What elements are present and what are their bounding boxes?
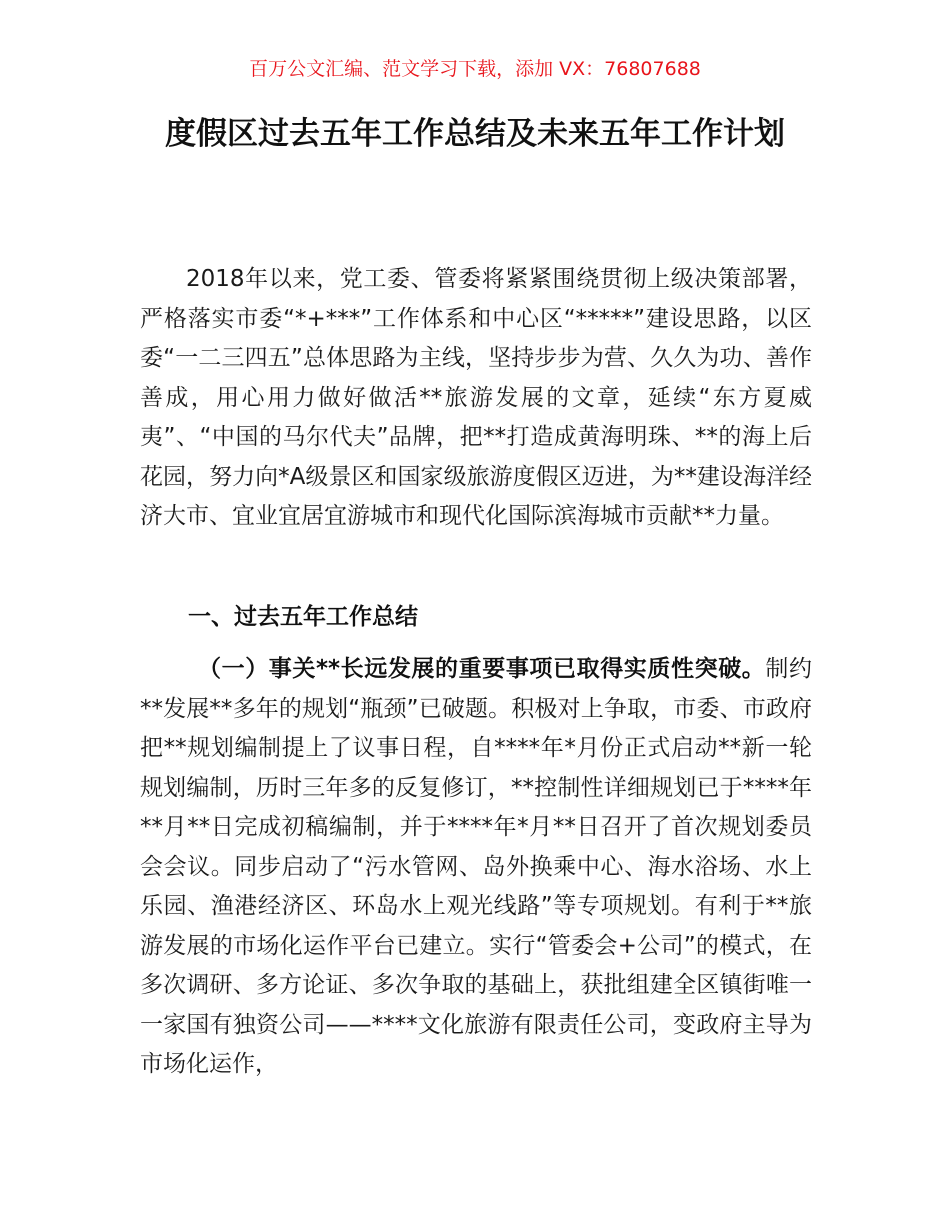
- section-heading: 一、过去五年工作总结: [188, 604, 418, 630]
- intro-paragraph: 2018年以来，党工委、管委将紧紧围绕贯彻上级决策部署，严格落实市委“*+***”工作体系和中心区“*****”建设思路，以区委“一二三四五”总体思路为主线，坚持步步为营、久久为功、善作善成，用心用力做好做活**旅游发展的文章，延续“东方夏威夷”、“中国的马尔代夫”品牌，把**打造成黄海明珠、**的海上后花园，努力向*A级景区和国家级旅游度假区迈进，为**建设海洋经济大市、宜业宜居宜游城市和现代化国际滨海城市贡献**力量。: [140, 266, 812, 529]
- document-title: 度假区过去五年工作总结及未来五年工作计划: [165, 116, 785, 152]
- subsection-heading: （一）事关**长远发展的重要事项已取得实质性突破。: [198, 656, 766, 682]
- subsection-body: 制约**发展**多年的规划“瓶颈”已破题。积极对上争取，市委、市政府把**规划编制提上了议事日程，自****年*月份正式启动**新一轮规划编制，历时三年多的反复修订，**控制性详细规划已于****年**月**日完成初稿编制，并于****年*月**日召开了首次规划委员会会议。同步启动了“污水管网、岛外换乘中心、海水浴场、水上乐园、渔港经济区、环岛水上观光线路”等专项规划。有利于**旅游发展的市场化运作平台已建立。实行“管委会+公司”的模式，在多次调研、多方论证、多次争取的基础上，获批组建全区镇街唯一一家国有独资公司——****文化旅游有限责任公司，变政府主导为市场化运作，: [140, 656, 813, 1077]
- header-contact-note: 百万公文汇编、范文学习下载，添加 VX：76807688: [249, 58, 701, 80]
- subsection-paragraph: [140, 650, 812, 1085]
